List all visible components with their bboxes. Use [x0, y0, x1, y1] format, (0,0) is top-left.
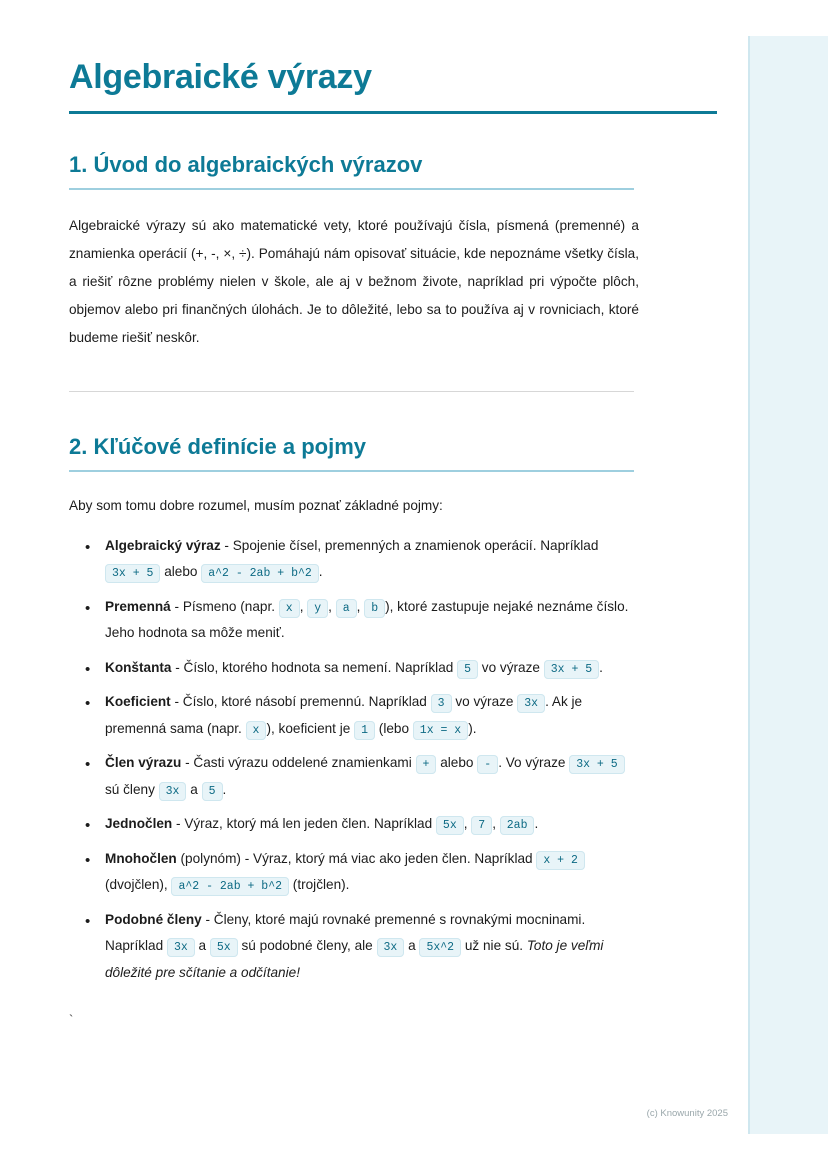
definition-text: . Vo výraze	[498, 755, 570, 771]
page-side-band	[748, 36, 828, 1134]
list-item	[91, 811, 639, 838]
inline-code: 3x + 5	[569, 755, 624, 774]
inline-code: 3x + 5	[544, 660, 599, 679]
list-item	[91, 655, 639, 682]
inline-code: 5	[457, 660, 478, 679]
trailing-mark: `	[69, 1012, 74, 1028]
definition-text: (dvojčlen),	[105, 877, 172, 893]
definition-text: - Výraz, ktorý má len jeden člen. Napríklad	[172, 816, 436, 832]
definition-text: vo výraze	[451, 694, 518, 710]
definition-text: a	[194, 938, 210, 954]
definition-text: - Číslo, ktorého hodnota sa nemení. Napríklad	[171, 659, 458, 675]
definition-text: . Ak je premenná sama (napr.	[105, 694, 583, 736]
definition-text: alebo	[436, 755, 478, 771]
inline-code: 5x^2	[419, 938, 461, 957]
definition-text: ,	[328, 598, 336, 614]
inline-code: 2ab	[500, 816, 535, 835]
definition-term: Mnohočlen	[105, 850, 177, 866]
inline-code: 7	[471, 816, 492, 835]
definition-text: ,	[463, 816, 472, 832]
definition-term: Člen výrazu	[105, 755, 182, 771]
section-2-heading: 2. Kľúčové definície a pojmy	[69, 434, 367, 460]
definition-text: .	[599, 659, 603, 675]
definition-text: ), ktoré zastupuje nejaké neznáme číslo. Jeho hodnota sa môže meniť.	[105, 598, 629, 641]
list-item	[91, 846, 639, 899]
definition-text: sú členy	[105, 781, 159, 797]
inline-code: x + 2	[536, 851, 585, 870]
inline-code: 3x	[167, 938, 195, 957]
inline-code: 3	[431, 694, 452, 713]
inline-code: 5	[202, 782, 223, 801]
definition-term: Algebraický výraz	[105, 537, 221, 553]
definition-text: ,	[492, 816, 500, 832]
definition-text: - Spojenie čísel, premenných a znamienok operácií. Napríklad	[220, 537, 599, 553]
inline-code: a	[336, 599, 357, 618]
page-title: Algebraické výrazy	[69, 58, 372, 96]
definition-text: a	[186, 781, 202, 797]
definition-text: - Číslo, ktoré násobí premennú. Napríklad	[170, 694, 431, 710]
inline-code: 3x + 5	[105, 564, 160, 583]
definition-text: ).	[468, 720, 477, 736]
inline-code: 1	[354, 721, 375, 740]
footer-copyright: (c) Knowunity 2025	[646, 1108, 728, 1119]
inline-code: 3x	[159, 782, 187, 801]
definition-text: (lebo	[375, 720, 413, 736]
inline-code: x	[246, 721, 267, 740]
inline-code: 5x	[436, 816, 464, 835]
definition-text: .	[318, 564, 323, 580]
definition-term: Premenná	[105, 598, 171, 614]
inline-code: b	[364, 599, 385, 618]
section-1-divider	[69, 188, 634, 190]
inline-code: a^2 - 2ab + b^2	[171, 877, 289, 896]
definition-text: už nie sú.	[461, 938, 527, 954]
definition-text: ,	[299, 598, 308, 614]
list-item	[91, 594, 639, 647]
inline-code: -	[477, 755, 498, 774]
document-content	[69, 58, 639, 1027]
inline-code: 1x = x	[413, 721, 468, 740]
emphasis-text: Toto je veľmi dôležité pre sčítanie a odčítanie!	[105, 938, 604, 980]
inline-code: 3x	[377, 938, 405, 957]
definitions-list	[69, 533, 639, 987]
definition-text: .	[222, 781, 227, 797]
list-item	[91, 750, 639, 803]
section-1-heading: 1. Úvod do algebraických výrazov	[69, 152, 423, 178]
inline-code: a^2 - 2ab + b^2	[201, 564, 319, 583]
definition-text: .	[534, 816, 539, 832]
definition-text: vo výraze	[478, 659, 544, 675]
definition-text: ), koeficient je	[266, 720, 355, 736]
list-item	[91, 689, 639, 742]
section-2-intro: Aby som tomu dobre rozumel, musím poznať základné pojmy:	[69, 498, 443, 514]
definition-text: (trojčlen).	[289, 877, 350, 893]
definition-term: Podobné členy	[105, 911, 202, 927]
inline-code: 3x	[517, 694, 545, 713]
definition-text: ,	[356, 598, 365, 614]
inline-code: x	[279, 599, 300, 618]
definition-term: Koeficient	[105, 694, 171, 710]
inline-code: 5x	[210, 938, 238, 957]
definition-term: Jednočlen	[105, 816, 173, 832]
inline-code: +	[416, 755, 437, 774]
title-divider	[69, 111, 717, 114]
definition-text: - Členy, ktoré majú rovnaké premenné s rovnakými mocninami. Napríklad	[105, 911, 586, 954]
inline-code: y	[307, 599, 328, 618]
list-item	[91, 533, 639, 586]
section-1-paragraph: Algebraické výrazy sú ako matematické vety, ktoré používajú čísla, písmená (premenné) a znamienka operácií (+, -, ×, ÷). Pomáhajú nám opisovať situácie, kde nepoznáme všetky čísla, a riešiť rôzne problémy nielen v škole, ale aj v bežnom živote, napríklad pri výpočte plôch, objemov alebo pri finančných úlohách. Je to dôležité, lebo sa to používa aj v rovniciach, ktoré budeme riešiť neskôr.	[69, 218, 639, 345]
definition-text: (polynóm) - Výraz, ktorý má viac ako jeden člen. Napríklad	[176, 850, 537, 866]
section-2-divider	[69, 470, 634, 472]
list-item	[91, 907, 639, 987]
definition-text: sú podobné členy, ale	[237, 938, 377, 954]
content-divider	[69, 391, 634, 392]
definition-text: - Časti výrazu oddelené znamienkami	[181, 755, 416, 771]
definition-text: alebo	[160, 564, 202, 580]
definition-text: - Písmeno (napr.	[170, 598, 279, 614]
definition-text: a	[404, 938, 420, 954]
definition-term: Konštanta	[105, 659, 172, 675]
